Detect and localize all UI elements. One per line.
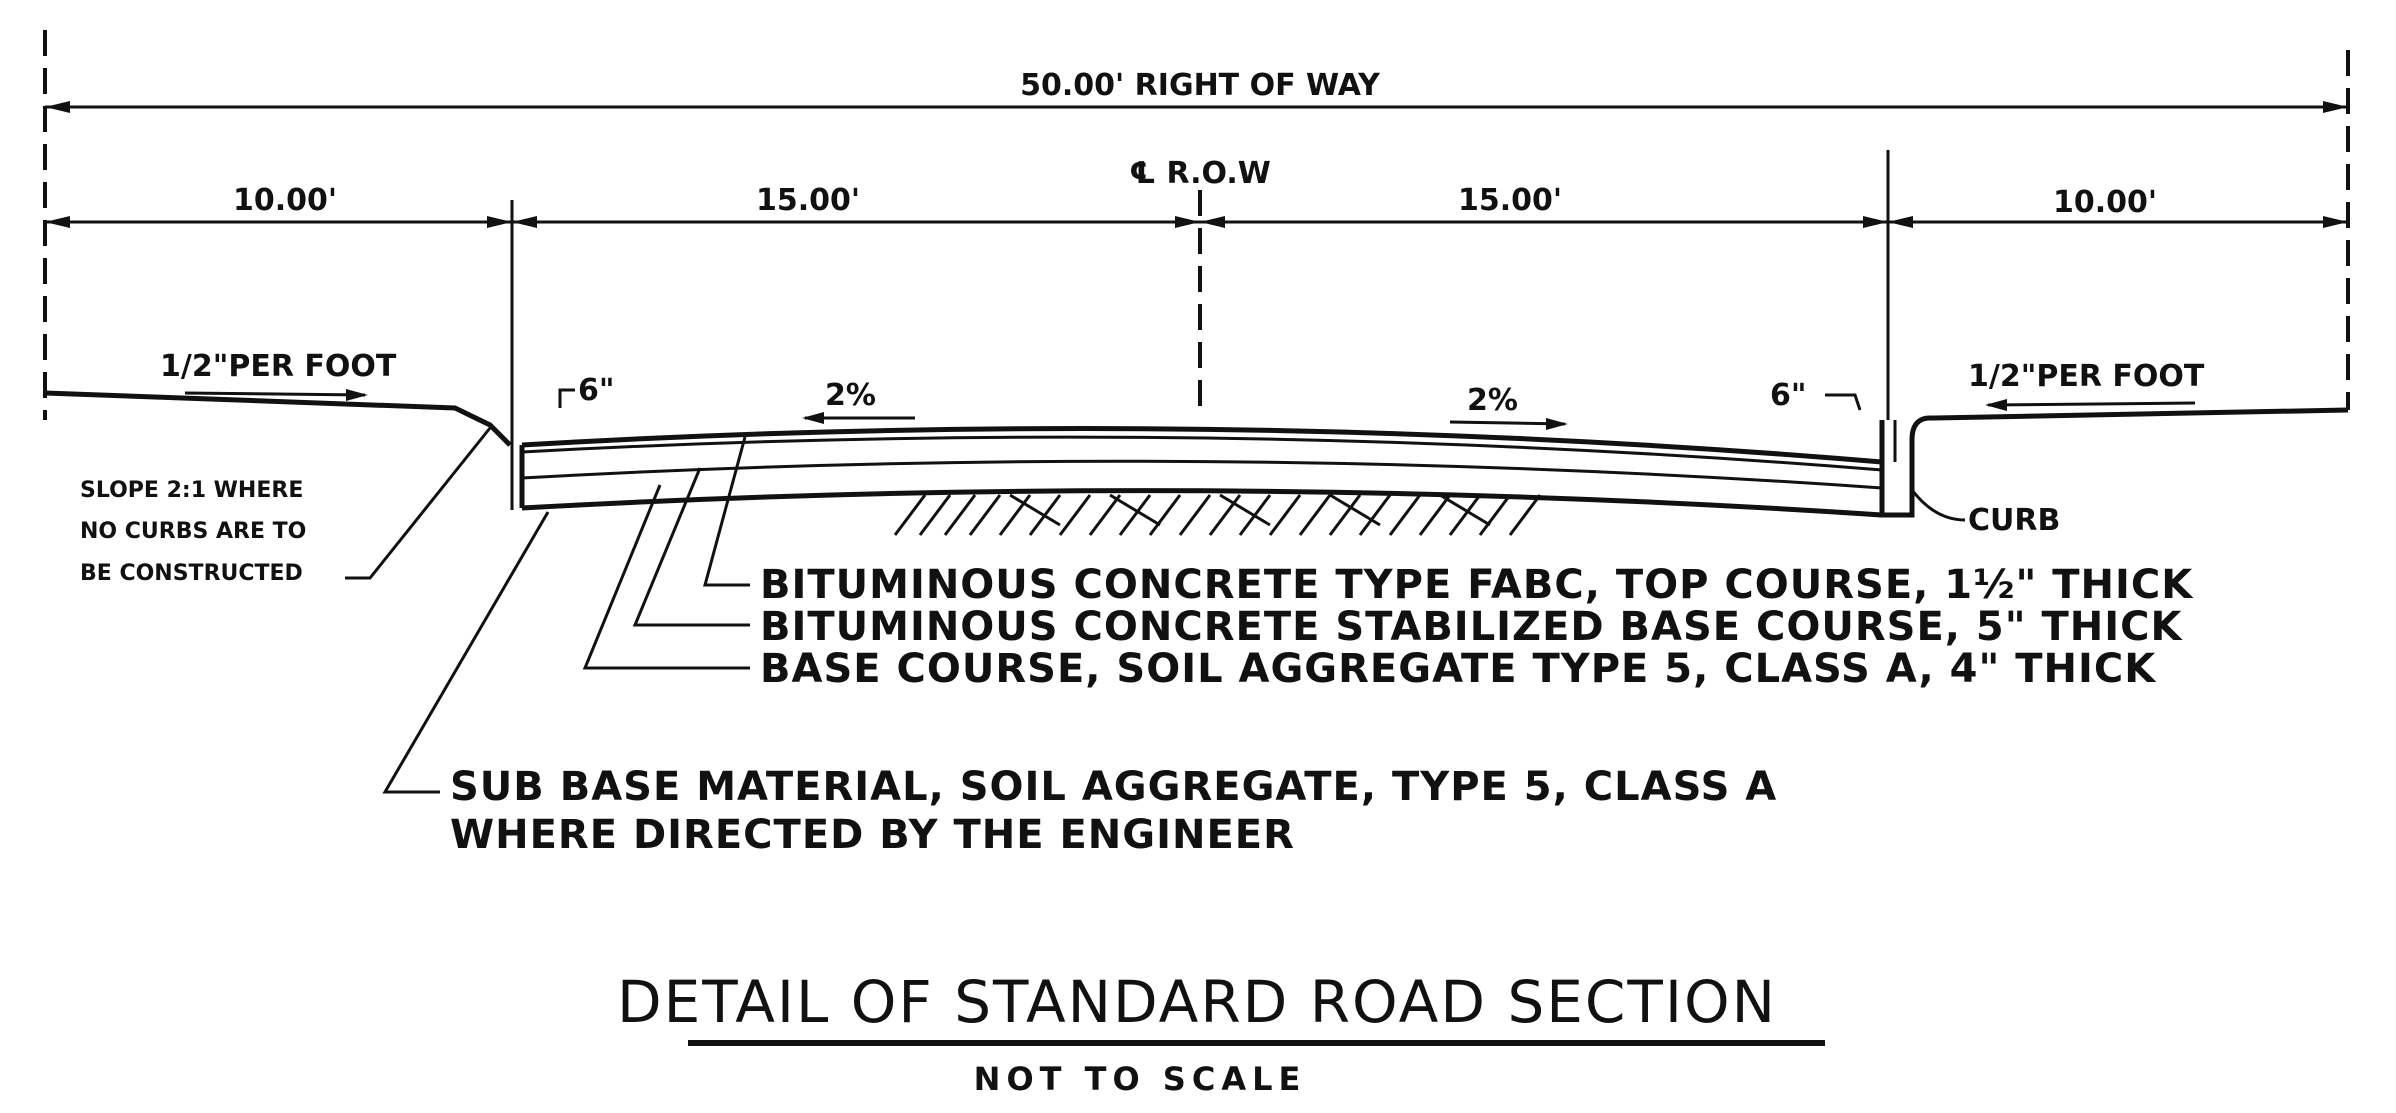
top-course-bottom	[522, 437, 1882, 470]
slope-note-line-2: NO CURBS ARE TO	[80, 519, 307, 544]
curb-height-leader-left	[560, 390, 575, 408]
sub-base-note-line-1: SUB BASE MATERIAL, SOIL AGGREGATE, TYPE 5, CLASS A	[450, 764, 1778, 810]
base-course-note: BASE COURSE, SOIL AGGREGATE TYPE 5, CLASS A, 4" THICK	[760, 646, 2157, 692]
earth-hatching	[895, 495, 1540, 535]
row-arrow-right	[2323, 101, 2348, 113]
slope-note-leader	[345, 428, 490, 578]
slope-arrow	[185, 393, 365, 395]
dim-arrow	[1863, 216, 1888, 228]
slope-arrowhead	[1985, 399, 2007, 411]
dim-arrow	[45, 216, 70, 228]
curb-profile	[1882, 418, 1935, 515]
crown-arrowhead	[1546, 418, 1568, 430]
left-shoulder-slope-label: 1/2"PER FOOT	[160, 349, 397, 384]
right-crown-label: 2%	[1467, 383, 1518, 418]
sub-base-note-line-2: WHERE DIRECTED BY THE ENGINEER	[450, 812, 1295, 858]
top-course-leader	[705, 437, 750, 585]
dim-arrow	[1175, 216, 1200, 228]
drawing-title: DETAIL OF STANDARD ROAD SECTION	[617, 968, 1777, 1036]
right-lane-dimension: 15.00'	[1457, 183, 1563, 218]
crown-arrowhead	[802, 412, 824, 424]
dim-arrow	[1888, 216, 1913, 228]
right-ground-profile	[1935, 410, 2348, 418]
centerline-label: ℄ R.O.W	[1129, 156, 1271, 191]
curb-leader	[1912, 490, 1965, 520]
slope-arrow	[1988, 403, 2195, 405]
dim-arrow	[487, 216, 512, 228]
curb-height-leader-right	[1825, 395, 1860, 410]
stabilized-base-bottom	[522, 461, 1882, 488]
dim-arrow	[1200, 216, 1225, 228]
dim-arrow	[512, 216, 537, 228]
slope-note-line-3: BE CONSTRUCTED	[80, 561, 303, 586]
left-crown-label: 2%	[825, 378, 876, 413]
left-lane-dimension: 15.00'	[755, 183, 861, 218]
dim-arrow	[2323, 216, 2348, 228]
row-dimension-label: 50.00' RIGHT OF WAY	[1020, 68, 1380, 103]
slope-arrowhead	[346, 389, 368, 401]
left-shoulder-dimension: 10.00'	[232, 183, 338, 218]
row-arrow-left	[45, 101, 70, 113]
stabilized-base-note: BITUMINOUS CONCRETE STABILIZED BASE COURSE, 5" THICK	[760, 604, 2183, 650]
left-ground-profile	[45, 393, 510, 445]
sub-base-leader	[385, 512, 548, 792]
slope-note-line-1: SLOPE 2:1 WHERE	[80, 478, 304, 503]
right-curb-height-label: 6"	[1770, 378, 1807, 413]
right-shoulder-slope-label: 1/2"PER FOOT	[1968, 359, 2205, 394]
drawing-subtitle: NOT TO SCALE	[973, 1060, 1307, 1098]
stabilized-base-leader	[635, 468, 750, 625]
right-shoulder-dimension: 10.00'	[2052, 185, 2158, 220]
top-course-note: BITUMINOUS CONCRETE TYPE FABC, TOP COURSE, 1½" THICK	[760, 562, 2194, 608]
curb-label: CURB	[1968, 503, 2061, 538]
left-curb-height-label: 6"	[578, 373, 615, 408]
